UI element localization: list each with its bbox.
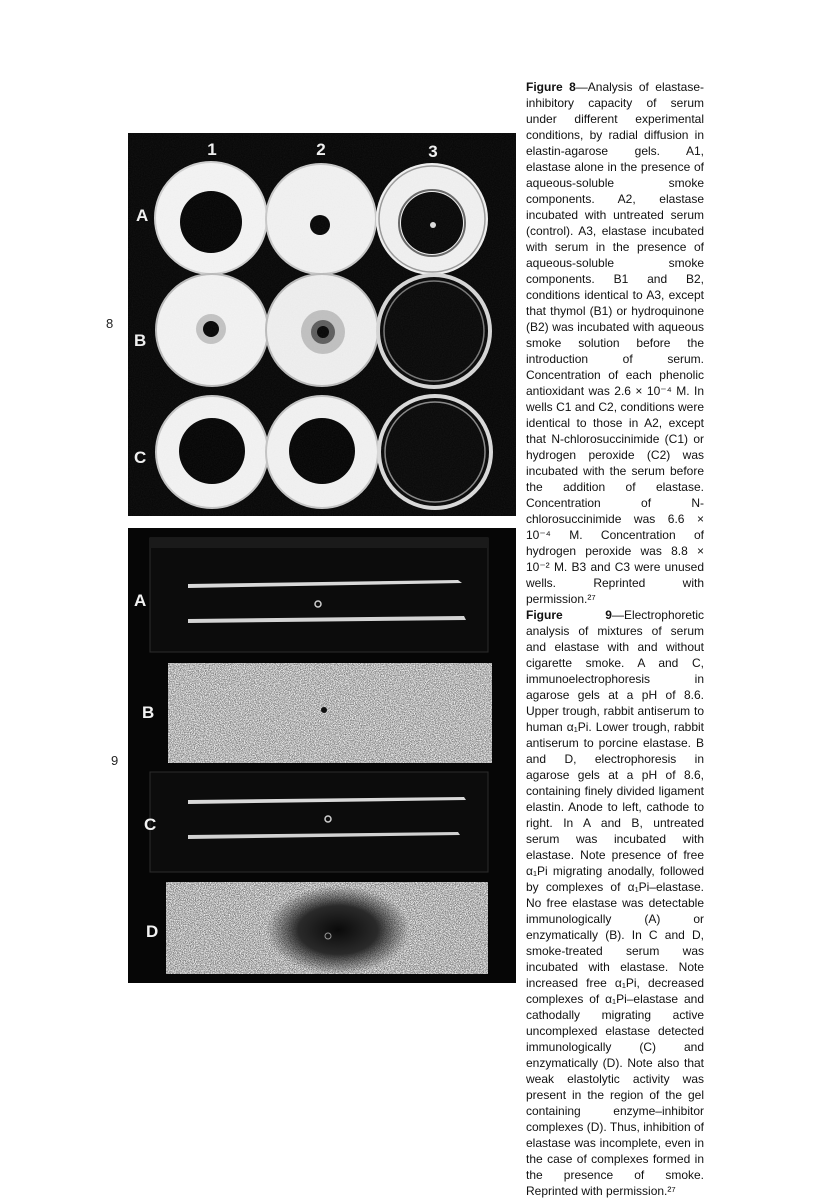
figure-8-plate <box>128 133 516 516</box>
panel-C-immunoelectrophoresis <box>150 772 488 872</box>
figure-9-plate <box>128 528 516 983</box>
row-label-C: C <box>134 448 147 467</box>
panel-label-C: C <box>144 815 157 834</box>
panel-label-A: A <box>134 591 147 610</box>
figure-captions <box>526 79 704 1199</box>
panel-A-immunoelectrophoresis <box>150 538 488 652</box>
figure-9-side-number: 9 <box>111 753 119 768</box>
column-label-1: 1 <box>207 140 217 159</box>
column-label-2: 2 <box>316 140 326 159</box>
figure-8-caption <box>526 79 704 607</box>
panel-B-elastin-gel <box>168 663 492 763</box>
figure-9-caption-label: Figure 9 <box>526 608 612 622</box>
panel-label-D: D <box>146 922 159 941</box>
figure-8-caption-text: —Analysis of elastase-inhibitory capacity of serum under different experimental conditions, by radial diffusion in elastin-agarose gels. A1, elastase alone in the presence of aqueous-soluble smoke components. A2, elastase incubated with untreated serum (control). A3, elastase incubated with serum in the presence of aqueous-soluble smoke components. B1 and B2, conditions identical to A3, except that thymol (B1) or hydroquinone (B2) was incubated with aqueous smoke solution before the introduction of serum. Concentration of each phenolic antioxidant was 2.6 × 10⁻⁴ M. In wells C1 and C2, conditions were identical to those in A2, except that N-chlorosuccinimide (C1) or hydrogen peroxide (C2) was incubated with the serum before the addition of elastase. Concentration of N-chlorosuccinimide was 6.6 × 10⁻⁴ M. Concentration of hydrogen peroxide was 8.8 × 10⁻² M. B3 and C3 were unused wells. Reprinted with permission.²⁷ <box>526 80 704 606</box>
figure-9-caption <box>526 607 704 1199</box>
figure-8-side-number: 8 <box>106 316 114 331</box>
row-label-A: A <box>136 206 149 225</box>
panel-label-B: B <box>142 703 155 722</box>
panel-D-elastin-gel <box>166 882 488 974</box>
column-label-3: 3 <box>428 142 438 161</box>
figure-8-caption-label: Figure 8 <box>526 80 576 94</box>
figure-9-caption-text: —Electrophoretic analysis of mixtures of serum and elastase with and without cigarette smoke. A and C, immunoelectrophoresis in agarose gels at a pH of 8.6. Upper trough, rabbit antiserum to human α₁Pi. Lower trough, rabbit antiserum to porcine elastase. B and D, electrophoresis in agarose gels at a pH of 8.6, containing finely divided ligament elastin. Anode to left, cathode to right. In A and B, untreated serum was incubated with elastase. Note presence of free α₁Pi migrating anodally, followed by complexes of α₁Pi–elastase. No free elastase was detectable immunologically (A) or enzymatically (B). In C and D, smoke-treated serum was incubated with elastase. Note increased free α₁Pi, decreased complexes of α₁Pi–elastase and cathodally migrating active uncomplexed elastase detected immunologically (C) and enzymatically (D). Note also that weak elastolytic activity was present in the region of the gel containing enzyme–inhibitor complexes (D). Thus, inhibition of elastase was incomplete, even in the case of complexes formed in the presence of smoke. Reprinted with permission.²⁷ <box>526 608 704 1198</box>
row-label-B: B <box>134 331 147 350</box>
